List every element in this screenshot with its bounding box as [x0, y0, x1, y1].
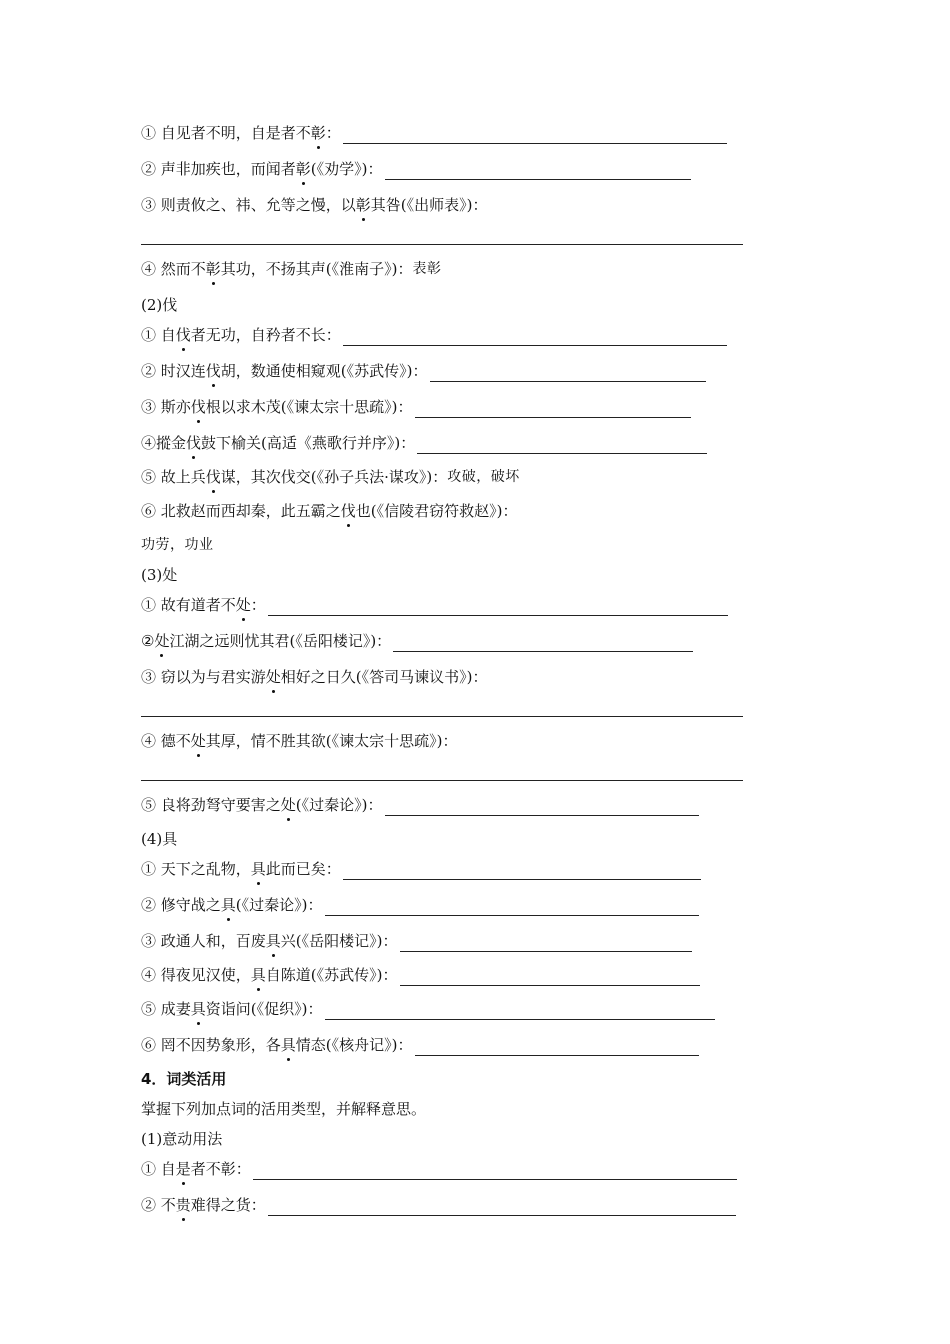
item-text: ④ 然而不 [141, 260, 206, 278]
dotted-word: 处 [280, 796, 296, 814]
item-text: ② 不 [141, 1196, 176, 1214]
section-title-ju: (4)具 [141, 830, 178, 848]
answer-blank[interactable] [400, 971, 700, 986]
item-text: 难得之货： [190, 1196, 266, 1214]
item-text: ① 故有道者不 [141, 596, 236, 614]
item-text: 其功，不扬其声(《淮南子》)： [220, 260, 413, 278]
ju-item-1 [141, 858, 701, 880]
item-text: 胡，数通使相窥观(《苏武传》)： [220, 362, 428, 380]
item-text: 根以求木茂(《谏太宗十思疏》)： [205, 398, 413, 416]
dotted-word: 伐 [175, 326, 191, 344]
yidong-item-1 [141, 1158, 737, 1180]
item-text: ① 自 [141, 1160, 176, 1178]
item-text: ③ 窃以为与君实游 [141, 668, 266, 686]
dotted-word: 处 [154, 632, 170, 650]
fa-item-6 [141, 500, 518, 522]
dotted-word: 处 [190, 732, 206, 750]
item-text: ① 自 [141, 326, 176, 344]
dotted-word: 具 [265, 932, 281, 950]
answer-blank[interactable] [343, 129, 727, 144]
ju-item-4 [141, 964, 700, 986]
zhang-item-2 [141, 158, 691, 180]
item-text: 者无功，自矜者不长： [190, 326, 341, 344]
item-text: ② 时汉连 [141, 362, 206, 380]
item-text: ② [141, 632, 155, 650]
answer-blank[interactable] [393, 637, 693, 652]
answer-blank[interactable] [325, 1005, 715, 1020]
item-text: (《过秦论》)： [295, 796, 383, 814]
chu-item-1 [141, 594, 728, 616]
item-text: ③ 政通人和，百废 [141, 932, 266, 950]
chu-item-5 [141, 794, 699, 816]
item-text: 其咎(《出师表》)： [370, 196, 488, 214]
section-title-chu: (3)处 [141, 566, 178, 584]
item-text: 者不彰： [190, 1160, 251, 1178]
answer-blank-full[interactable] [141, 244, 743, 245]
item-text: ⑤ 良将劲弩守要害之 [141, 796, 281, 814]
chu-item-4 [141, 730, 458, 752]
item-text: ⑥ 罔不因势象形，各 [141, 1036, 281, 1054]
fa-item-2 [141, 360, 706, 382]
item-text: ③ 则责攸之、祎、允等之慢，以 [141, 196, 356, 214]
section-heading: 4．词类活用 [141, 1070, 227, 1088]
answer-blank[interactable] [385, 801, 699, 816]
dotted-word: 伐 [340, 502, 356, 520]
item-text: 谋，其次伐交(《孙子兵法·谋攻》)： [220, 468, 448, 486]
item-text: 自陈道(《苏武传》)： [265, 966, 398, 984]
item-text: ： [250, 596, 266, 614]
item-text: 其厚，情不胜其欲(《谏太宗十思疏》)： [205, 732, 458, 750]
dotted-word: 彰 [295, 160, 311, 178]
fa-item-4 [141, 432, 707, 454]
section-title-fa: (2)伐 [141, 296, 178, 314]
item-text: 此而已矣： [265, 860, 341, 878]
item-text: ⑤ 成妻 [141, 1000, 191, 1018]
chu-item-3 [141, 666, 488, 688]
answer-blank[interactable] [415, 1041, 699, 1056]
item-text: (《过秦论》)： [235, 896, 323, 914]
item-text: 也(《信陵君窃符救赵》)： [355, 502, 518, 520]
item-text: 相好之日久(《答司马谏议书》)： [280, 668, 488, 686]
answer-blank[interactable] [430, 367, 706, 382]
dotted-word: 伐 [190, 398, 206, 416]
dotted-word: 伐 [205, 362, 221, 380]
answer-blank[interactable] [253, 1165, 737, 1180]
item-text: ② 声非加疾也，而闻者 [141, 160, 296, 178]
dotted-word: 彰 [310, 124, 326, 142]
sub-section-title: (1)意动用法 [141, 1130, 223, 1148]
item-text: ⑥ 北救赵而西却秦，此五霸之 [141, 502, 341, 520]
chu-item-2 [141, 630, 693, 652]
item-text: 资诣问(《促织》)： [205, 1000, 323, 1018]
answer-blank[interactable] [385, 165, 691, 180]
dotted-word: 处 [265, 668, 281, 686]
dotted-word: 具 [220, 896, 236, 914]
ju-item-5 [141, 998, 715, 1020]
dotted-word: 具 [190, 1000, 206, 1018]
dotted-word: 处 [235, 596, 251, 614]
answer-blank-full[interactable] [141, 716, 743, 717]
item-text: 鼓下榆关(高适《燕歌行并序》)： [201, 434, 416, 452]
item-text: 情态(《核舟记》)： [295, 1036, 413, 1054]
ju-item-6 [141, 1034, 699, 1056]
fa-item-5 [141, 466, 520, 488]
dotted-word: 贵 [175, 1196, 191, 1214]
answer-blank[interactable] [417, 439, 707, 454]
answer-blank[interactable] [325, 901, 699, 916]
ju-item-2 [141, 894, 699, 916]
answer-blank[interactable] [415, 403, 691, 418]
zhang-item-4 [141, 258, 442, 280]
answer-blank[interactable] [343, 865, 701, 880]
item-text: ④ 德不 [141, 732, 191, 750]
answer-blank[interactable] [268, 601, 728, 616]
dotted-word: 伐 [205, 468, 221, 486]
zhang-item-1 [141, 122, 727, 144]
zhang-item-3 [141, 194, 488, 216]
item-text: (《劝学》)： [310, 160, 383, 178]
dotted-word: 具 [280, 1036, 296, 1054]
item-text: 江湖之远则忧其君(《岳阳楼记》)： [169, 632, 392, 650]
yidong-item-2 [141, 1194, 736, 1216]
dotted-word: 具 [250, 860, 266, 878]
answer-blank[interactable] [400, 937, 692, 952]
answer-blank-full[interactable] [141, 780, 743, 781]
answer-blank[interactable] [343, 331, 727, 346]
ju-item-3 [141, 930, 692, 952]
item-text: ③ 斯亦 [141, 398, 191, 416]
dotted-word: 彰 [205, 260, 221, 278]
dotted-word: 是 [175, 1160, 191, 1178]
item-text: ： [325, 124, 341, 142]
dotted-word: 彰 [355, 196, 371, 214]
instruction-text: 掌握下列加点词的活用类型，并解释意思。 [141, 1100, 427, 1118]
item-text: ① 天下之乱物， [141, 860, 251, 878]
answer-text: 功劳，功业 [141, 537, 214, 553]
item-text: ⑤ 故上兵 [141, 468, 206, 486]
fa-item-3 [141, 396, 691, 418]
dotted-word: 伐 [186, 434, 202, 452]
item-text: 兴(《岳阳楼记》)： [280, 932, 398, 950]
answer-text: 攻破，破坏 [447, 469, 520, 485]
dotted-word: 具 [250, 966, 266, 984]
item-text: ① 自见者不明，自是者不 [141, 124, 311, 142]
item-text: ④摐金 [141, 434, 187, 452]
item-text: ② 修守战之 [141, 896, 221, 914]
fa-item-1 [141, 324, 727, 346]
answer-blank[interactable] [268, 1201, 736, 1216]
item-text: ④ 得夜见汉使， [141, 966, 251, 984]
answer-text: 表彰 [412, 261, 442, 277]
